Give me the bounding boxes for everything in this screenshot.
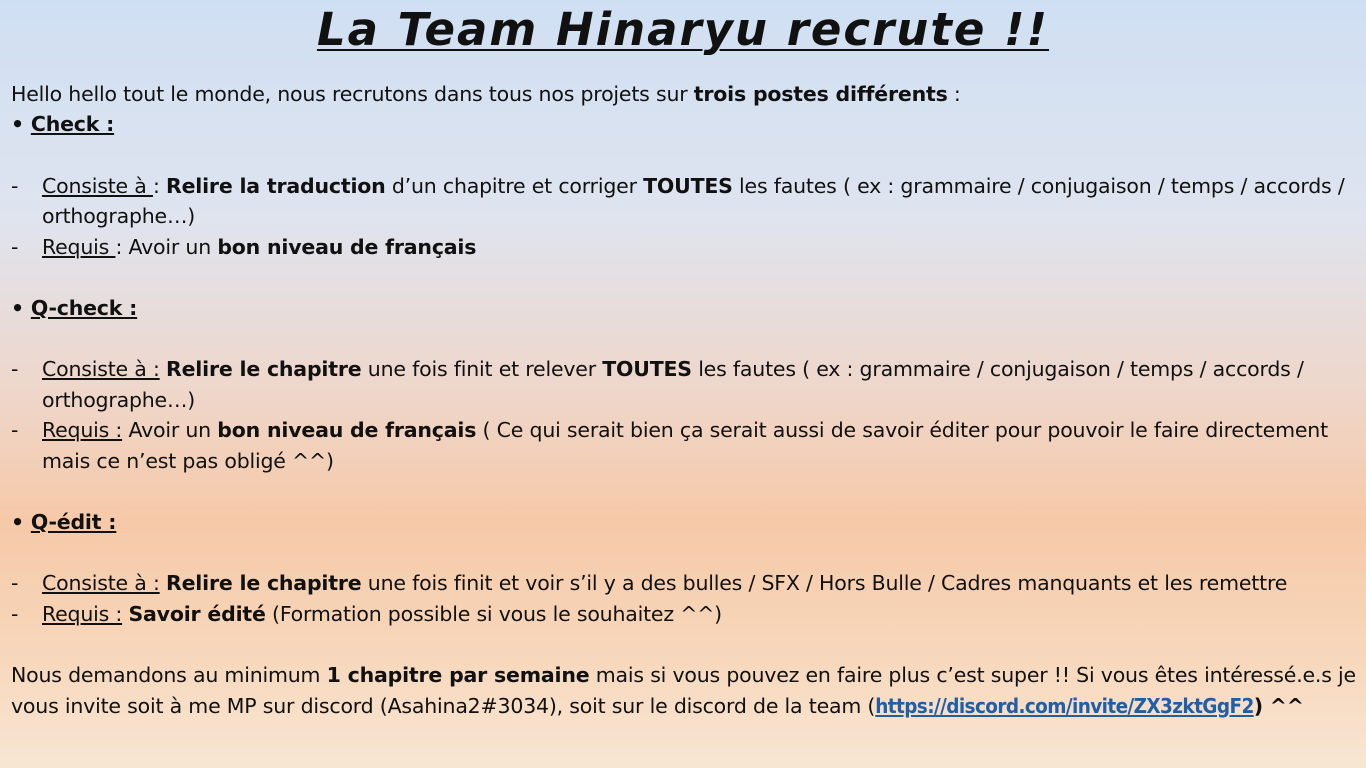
qcheck-consiste-line-2: orthographe…) <box>42 388 196 412</box>
check-requis-dash: - <box>11 235 19 259</box>
intro-paragraph: Hello hello tout le monde, nous recrutons dans tous nos projets sur trois postes différents : <box>11 82 961 106</box>
qcheck-consiste-line: Consiste à : Relire le chapitre une fois finit et relever TOUTES les fautes ( ex : grammaire / conjugaison / temps / accords / <box>42 357 1304 381</box>
check-heading: • Check : <box>11 112 115 136</box>
discord-invite-link[interactable]: https://discord.com/invite/ZX3zktGgF2 <box>875 694 1254 718</box>
qedit-requis-dash: - <box>11 602 19 626</box>
qcheck-consiste-dash: - <box>11 357 19 381</box>
qedit-consiste-line: Consiste à : Relire le chapitre une fois finit et voir s’il y a des bulles / SFX / Hors Bulle / Cadres manquants et les remettre <box>42 571 1288 595</box>
qcheck-requis-line-2: mais ce n’est pas obligé ^^) <box>42 449 334 473</box>
check-requis-line: Requis : Avoir un bon niveau de français <box>42 235 477 259</box>
qedit-heading: • Q-édit : <box>11 510 117 534</box>
footer-paragraph-line-2: vous invite soit à me MP sur discord (Asahina2#3034), soit sur le discord de la team (https://discord.com/invite/ZX3zktGgF2) ^^ <box>11 694 1304 718</box>
check-consiste-line-2: orthographe…) <box>42 204 196 228</box>
footer-paragraph: Nous demandons au minimum 1 chapitre par semaine mais si vous pouvez en faire plus c’est super !! Si vous êtes intéressé.e.s je <box>11 663 1356 687</box>
check-consiste-dash: - <box>11 174 19 198</box>
page-title: La Team Hinaryu recrute !! <box>316 3 1050 56</box>
check-consiste-line: Consiste à : Relire la traduction d’un chapitre et corriger TOUTES les fautes ( ex : grammaire / conjugaison / temps / accords / <box>42 174 1345 198</box>
qedit-requis-line: Requis : Savoir édité (Formation possible si vous le souhaitez ^^) <box>42 602 722 626</box>
qcheck-requis-dash: - <box>11 418 19 442</box>
qcheck-heading: • Q-check : <box>11 296 138 320</box>
qcheck-requis-line: Requis : Avoir un bon niveau de français ( Ce qui serait bien ça serait aussi de savoir éditer pour pouvoir le faire directement <box>42 418 1328 442</box>
qedit-consiste-dash: - <box>11 571 19 595</box>
